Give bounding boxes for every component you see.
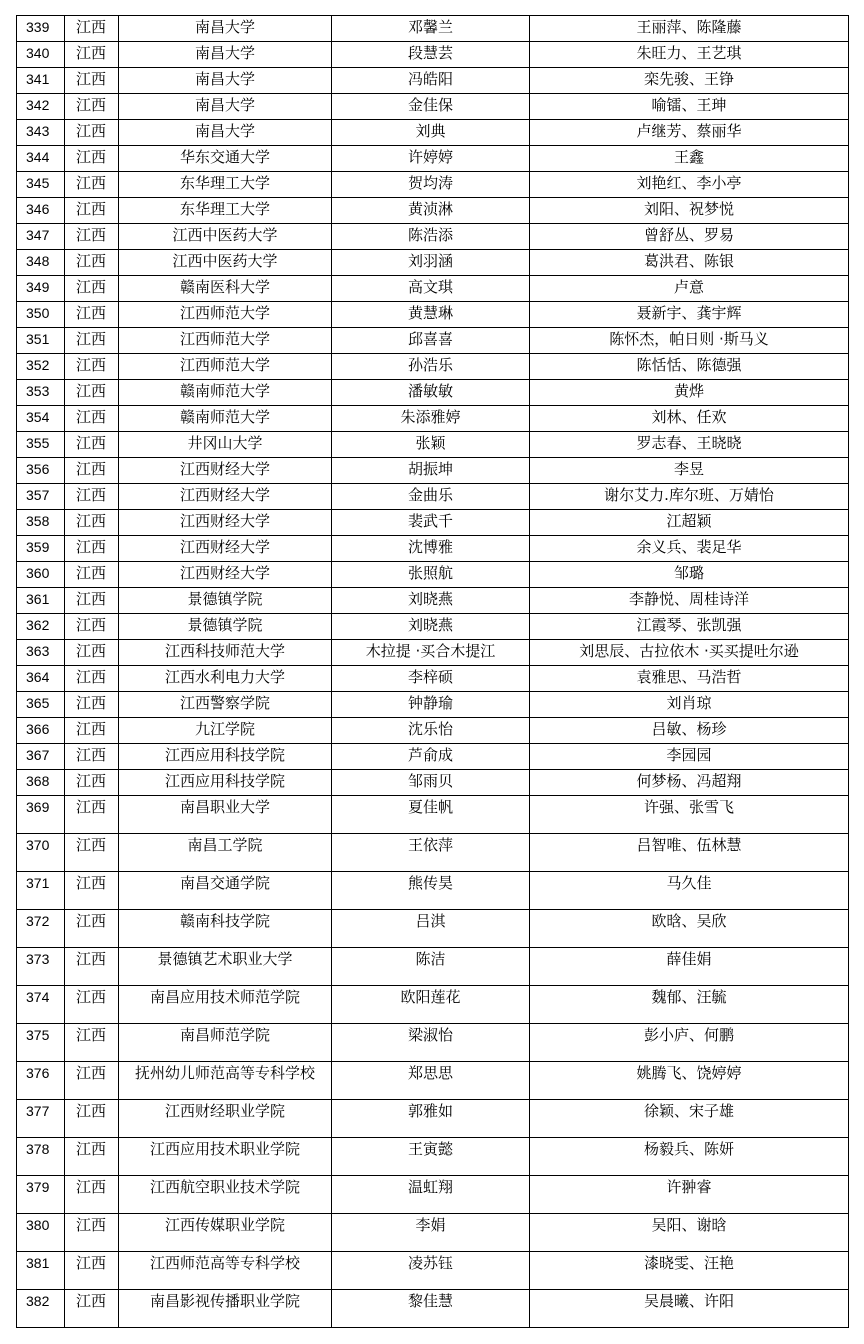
teachers-cell: 徐颖、宋子雄 <box>530 1100 849 1138</box>
province-cell: 江西 <box>65 94 119 120</box>
row-number-cell: 356 <box>17 458 65 484</box>
teachers-cell: 王丽萍、陈隆藤 <box>530 16 849 42</box>
province-cell: 江西 <box>65 198 119 224</box>
row-number-cell: 378 <box>17 1138 65 1176</box>
table-row <box>17 588 849 614</box>
province-cell: 江西 <box>65 68 119 94</box>
teachers-cell: 谢尔艾力.库尔班、万婧怡 <box>530 484 849 510</box>
table-row <box>17 16 849 42</box>
school-cell: 江西科技师范大学 <box>119 640 332 666</box>
school-cell: 江西师范大学 <box>119 354 332 380</box>
school-cell: 江西警察学院 <box>119 692 332 718</box>
school-cell: 南昌大学 <box>119 16 332 42</box>
province-cell: 江西 <box>65 484 119 510</box>
table-row <box>17 1062 849 1100</box>
table-row <box>17 198 849 224</box>
row-number-cell: 377 <box>17 1100 65 1138</box>
school-cell: 南昌大学 <box>119 42 332 68</box>
province-cell: 江西 <box>65 432 119 458</box>
table-row <box>17 380 849 406</box>
student-cell: 陈洁 <box>332 948 530 986</box>
province-cell: 江西 <box>65 948 119 986</box>
teachers-cell: 陈恬恬、陈德强 <box>530 354 849 380</box>
school-cell: 华东交通大学 <box>119 146 332 172</box>
row-number-cell: 350 <box>17 302 65 328</box>
table-row <box>17 458 849 484</box>
teachers-cell: 朱旺力、王艺琪 <box>530 42 849 68</box>
student-cell: 金曲乐 <box>332 484 530 510</box>
school-cell: 江西财经职业学院 <box>119 1100 332 1138</box>
student-cell: 胡振坤 <box>332 458 530 484</box>
teachers-cell: 刘肖琼 <box>530 692 849 718</box>
table-row <box>17 120 849 146</box>
province-cell: 江西 <box>65 1214 119 1252</box>
student-cell: 吕淇 <box>332 910 530 948</box>
teachers-cell: 王鑫 <box>530 146 849 172</box>
row-number-cell: 355 <box>17 432 65 458</box>
row-number-cell: 361 <box>17 588 65 614</box>
teachers-cell: 李园园 <box>530 744 849 770</box>
school-cell: 江西航空职业技术学院 <box>119 1176 332 1214</box>
row-number-cell: 362 <box>17 614 65 640</box>
student-cell: 张颖 <box>332 432 530 458</box>
table-row <box>17 666 849 692</box>
table-row <box>17 796 849 834</box>
table-row <box>17 614 849 640</box>
table-row <box>17 1138 849 1176</box>
school-cell: 南昌工学院 <box>119 834 332 872</box>
province-cell: 江西 <box>65 1176 119 1214</box>
table-row <box>17 834 849 872</box>
teachers-cell: 江超颖 <box>530 510 849 536</box>
row-number-cell: 381 <box>17 1252 65 1290</box>
province-cell: 江西 <box>65 1062 119 1100</box>
province-cell: 江西 <box>65 640 119 666</box>
row-number-cell: 376 <box>17 1062 65 1100</box>
province-cell: 江西 <box>65 406 119 432</box>
province-cell: 江西 <box>65 986 119 1024</box>
teachers-cell: 吴阳、谢晗 <box>530 1214 849 1252</box>
student-cell: 梁淑怡 <box>332 1024 530 1062</box>
table-row <box>17 640 849 666</box>
province-cell: 江西 <box>65 276 119 302</box>
school-cell: 江西师范大学 <box>119 302 332 328</box>
table-row <box>17 1252 849 1290</box>
student-cell: 沈乐怡 <box>332 718 530 744</box>
table-row <box>17 1100 849 1138</box>
teachers-cell: 许翀睿 <box>530 1176 849 1214</box>
table-body <box>17 16 849 1328</box>
teachers-cell: 陈怀杰，帕日则 ·斯马义 <box>530 328 849 354</box>
table-row <box>17 872 849 910</box>
student-cell: 金佳保 <box>332 94 530 120</box>
table-row <box>17 172 849 198</box>
student-cell: 郑思思 <box>332 1062 530 1100</box>
row-number-cell: 345 <box>17 172 65 198</box>
province-cell: 江西 <box>65 458 119 484</box>
teachers-cell: 曾舒丛、罗易 <box>530 224 849 250</box>
school-cell: 景德镇艺术职业大学 <box>119 948 332 986</box>
row-number-cell: 354 <box>17 406 65 432</box>
school-cell: 江西财经大学 <box>119 536 332 562</box>
school-cell: 江西财经大学 <box>119 510 332 536</box>
row-number-cell: 348 <box>17 250 65 276</box>
table-row <box>17 536 849 562</box>
student-cell: 邓馨兰 <box>332 16 530 42</box>
table-row <box>17 1290 849 1328</box>
teachers-cell: 李静悦、周桂诗洋 <box>530 588 849 614</box>
table-row <box>17 692 849 718</box>
school-cell: 东华理工大学 <box>119 172 332 198</box>
row-number-cell: 352 <box>17 354 65 380</box>
teachers-cell: 杨毅兵、陈妍 <box>530 1138 849 1176</box>
teachers-cell: 刘阳、祝梦悦 <box>530 198 849 224</box>
row-number-cell: 360 <box>17 562 65 588</box>
student-cell: 冯皓阳 <box>332 68 530 94</box>
teachers-cell: 罗志春、王晓晓 <box>530 432 849 458</box>
province-cell: 江西 <box>65 588 119 614</box>
student-cell: 裴武千 <box>332 510 530 536</box>
student-cell: 王寅懿 <box>332 1138 530 1176</box>
student-cell: 张照航 <box>332 562 530 588</box>
student-cell: 钟静瑜 <box>332 692 530 718</box>
province-cell: 江西 <box>65 834 119 872</box>
table-row <box>17 224 849 250</box>
award-list-table <box>16 15 849 1328</box>
province-cell: 江西 <box>65 614 119 640</box>
student-cell: 温虹翔 <box>332 1176 530 1214</box>
table-row <box>17 510 849 536</box>
school-cell: 南昌交通学院 <box>119 872 332 910</box>
school-cell: 南昌师范学院 <box>119 1024 332 1062</box>
row-number-cell: 358 <box>17 510 65 536</box>
teachers-cell: 欧晗、吴欣 <box>530 910 849 948</box>
school-cell: 江西传媒职业学院 <box>119 1214 332 1252</box>
school-cell: 江西师范大学 <box>119 328 332 354</box>
teachers-cell: 何梦杨、冯超翔 <box>530 770 849 796</box>
teachers-cell: 聂新宇、龚宇辉 <box>530 302 849 328</box>
row-number-cell: 379 <box>17 1176 65 1214</box>
row-number-cell: 380 <box>17 1214 65 1252</box>
table-row <box>17 276 849 302</box>
teachers-cell: 刘林、任欢 <box>530 406 849 432</box>
province-cell: 江西 <box>65 172 119 198</box>
teachers-cell: 吕智唯、伍林慧 <box>530 834 849 872</box>
teachers-cell: 吴晨曦、许阳 <box>530 1290 849 1328</box>
school-cell: 南昌大学 <box>119 120 332 146</box>
student-cell: 刘晓燕 <box>332 588 530 614</box>
table-row <box>17 1024 849 1062</box>
province-cell: 江西 <box>65 1138 119 1176</box>
province-cell: 江西 <box>65 380 119 406</box>
student-cell: 刘羽涵 <box>332 250 530 276</box>
student-cell: 黄浈淋 <box>332 198 530 224</box>
school-cell: 赣南师范大学 <box>119 380 332 406</box>
student-cell: 刘典 <box>332 120 530 146</box>
row-number-cell: 373 <box>17 948 65 986</box>
teachers-cell: 袁雅思、马浩哲 <box>530 666 849 692</box>
table-row <box>17 432 849 458</box>
row-number-cell: 351 <box>17 328 65 354</box>
student-cell: 刘晓燕 <box>332 614 530 640</box>
student-cell: 贺均涛 <box>332 172 530 198</box>
teachers-cell: 吕敏、杨珍 <box>530 718 849 744</box>
teachers-cell: 魏郁、汪毓 <box>530 986 849 1024</box>
table-row <box>17 328 849 354</box>
student-cell: 木拉提 ·买合木提江 <box>332 640 530 666</box>
student-cell: 孙浩乐 <box>332 354 530 380</box>
row-number-cell: 346 <box>17 198 65 224</box>
province-cell: 江西 <box>65 354 119 380</box>
table-row <box>17 948 849 986</box>
province-cell: 江西 <box>65 328 119 354</box>
row-number-cell: 340 <box>17 42 65 68</box>
row-number-cell: 357 <box>17 484 65 510</box>
school-cell: 九江学院 <box>119 718 332 744</box>
row-number-cell: 382 <box>17 1290 65 1328</box>
school-cell: 江西中医药大学 <box>119 224 332 250</box>
school-cell: 南昌大学 <box>119 68 332 94</box>
school-cell: 赣南科技学院 <box>119 910 332 948</box>
school-cell: 江西财经大学 <box>119 458 332 484</box>
student-cell: 段慧芸 <box>332 42 530 68</box>
school-cell: 江西财经大学 <box>119 484 332 510</box>
school-cell: 井冈山大学 <box>119 432 332 458</box>
teachers-cell: 卢意 <box>530 276 849 302</box>
student-cell: 沈博雅 <box>332 536 530 562</box>
row-number-cell: 347 <box>17 224 65 250</box>
student-cell: 郭雅如 <box>332 1100 530 1138</box>
student-cell: 黎佳慧 <box>332 1290 530 1328</box>
table-row <box>17 484 849 510</box>
student-cell: 朱添雅婷 <box>332 406 530 432</box>
student-cell: 芦俞成 <box>332 744 530 770</box>
teachers-cell: 姚腾飞、饶婷婷 <box>530 1062 849 1100</box>
school-cell: 江西水利电力大学 <box>119 666 332 692</box>
student-cell: 许婷婷 <box>332 146 530 172</box>
teachers-cell: 余义兵、裴足华 <box>530 536 849 562</box>
table-row <box>17 718 849 744</box>
table-row <box>17 562 849 588</box>
school-cell: 江西应用科技学院 <box>119 744 332 770</box>
table-row <box>17 68 849 94</box>
teachers-cell: 栾先骏、王铮 <box>530 68 849 94</box>
teachers-cell: 薛佳娟 <box>530 948 849 986</box>
row-number-cell: 374 <box>17 986 65 1024</box>
teachers-cell: 许强、张雪飞 <box>530 796 849 834</box>
province-cell: 江西 <box>65 1100 119 1138</box>
row-number-cell: 342 <box>17 94 65 120</box>
row-number-cell: 367 <box>17 744 65 770</box>
province-cell: 江西 <box>65 42 119 68</box>
table-row <box>17 42 849 68</box>
table-row <box>17 770 849 796</box>
province-cell: 江西 <box>65 302 119 328</box>
table-row <box>17 406 849 432</box>
school-cell: 南昌影视传播职业学院 <box>119 1290 332 1328</box>
row-number-cell: 343 <box>17 120 65 146</box>
province-cell: 江西 <box>65 16 119 42</box>
table-row <box>17 354 849 380</box>
teachers-cell: 江霞琴、张凯强 <box>530 614 849 640</box>
table-row <box>17 986 849 1024</box>
row-number-cell: 341 <box>17 68 65 94</box>
province-cell: 江西 <box>65 666 119 692</box>
school-cell: 赣南医科大学 <box>119 276 332 302</box>
teachers-cell: 李昱 <box>530 458 849 484</box>
province-cell: 江西 <box>65 562 119 588</box>
teachers-cell: 喻镭、王珅 <box>530 94 849 120</box>
teachers-cell: 刘艳红、李小亭 <box>530 172 849 198</box>
province-cell: 江西 <box>65 224 119 250</box>
row-number-cell: 344 <box>17 146 65 172</box>
teachers-cell: 邹璐 <box>530 562 849 588</box>
student-cell: 熊传昊 <box>332 872 530 910</box>
province-cell: 江西 <box>65 910 119 948</box>
row-number-cell: 339 <box>17 16 65 42</box>
row-number-cell: 359 <box>17 536 65 562</box>
teachers-cell: 黄烨 <box>530 380 849 406</box>
student-cell: 黄慧琳 <box>332 302 530 328</box>
teachers-cell: 马久佳 <box>530 872 849 910</box>
student-cell: 夏佳帆 <box>332 796 530 834</box>
student-cell: 陈浩添 <box>332 224 530 250</box>
school-cell: 南昌职业大学 <box>119 796 332 834</box>
school-cell: 江西应用技术职业学院 <box>119 1138 332 1176</box>
row-number-cell: 371 <box>17 872 65 910</box>
table-row <box>17 94 849 120</box>
school-cell: 赣南师范大学 <box>119 406 332 432</box>
row-number-cell: 370 <box>17 834 65 872</box>
row-number-cell: 368 <box>17 770 65 796</box>
student-cell: 凌苏钰 <box>332 1252 530 1290</box>
student-cell: 欧阳莲花 <box>332 986 530 1024</box>
teachers-cell: 卢继芳、蔡丽华 <box>530 120 849 146</box>
school-cell: 江西师范高等专科学校 <box>119 1252 332 1290</box>
school-cell: 江西中医药大学 <box>119 250 332 276</box>
student-cell: 王依萍 <box>332 834 530 872</box>
school-cell: 江西财经大学 <box>119 562 332 588</box>
school-cell: 江西应用科技学院 <box>119 770 332 796</box>
province-cell: 江西 <box>65 718 119 744</box>
row-number-cell: 364 <box>17 666 65 692</box>
province-cell: 江西 <box>65 510 119 536</box>
row-number-cell: 375 <box>17 1024 65 1062</box>
student-cell: 邱喜喜 <box>332 328 530 354</box>
teachers-cell: 漆晓雯、汪艳 <box>530 1252 849 1290</box>
school-cell: 景德镇学院 <box>119 614 332 640</box>
row-number-cell: 369 <box>17 796 65 834</box>
province-cell: 江西 <box>65 250 119 276</box>
row-number-cell: 366 <box>17 718 65 744</box>
table-row <box>17 302 849 328</box>
row-number-cell: 365 <box>17 692 65 718</box>
school-cell: 景德镇学院 <box>119 588 332 614</box>
student-cell: 李梓硕 <box>332 666 530 692</box>
table-row <box>17 910 849 948</box>
school-cell: 东华理工大学 <box>119 198 332 224</box>
student-cell: 李娟 <box>332 1214 530 1252</box>
teachers-cell: 彭小庐、何鹏 <box>530 1024 849 1062</box>
province-cell: 江西 <box>65 536 119 562</box>
province-cell: 江西 <box>65 770 119 796</box>
student-cell: 高文琪 <box>332 276 530 302</box>
row-number-cell: 372 <box>17 910 65 948</box>
table-row <box>17 1176 849 1214</box>
teachers-cell: 葛洪君、陈银 <box>530 250 849 276</box>
table-row <box>17 146 849 172</box>
table-row <box>17 1214 849 1252</box>
row-number-cell: 349 <box>17 276 65 302</box>
teachers-cell: 刘思辰、古拉依木 ·买买提吐尔逊 <box>530 640 849 666</box>
table-row <box>17 250 849 276</box>
province-cell: 江西 <box>65 1290 119 1328</box>
student-cell: 邹雨贝 <box>332 770 530 796</box>
school-cell: 南昌应用技术师范学院 <box>119 986 332 1024</box>
school-cell: 南昌大学 <box>119 94 332 120</box>
province-cell: 江西 <box>65 1024 119 1062</box>
province-cell: 江西 <box>65 872 119 910</box>
school-cell: 抚州幼儿师范高等专科学校 <box>119 1062 332 1100</box>
row-number-cell: 363 <box>17 640 65 666</box>
province-cell: 江西 <box>65 1252 119 1290</box>
province-cell: 江西 <box>65 796 119 834</box>
province-cell: 江西 <box>65 120 119 146</box>
province-cell: 江西 <box>65 692 119 718</box>
student-cell: 潘敏敏 <box>332 380 530 406</box>
province-cell: 江西 <box>65 744 119 770</box>
table-row <box>17 744 849 770</box>
province-cell: 江西 <box>65 146 119 172</box>
row-number-cell: 353 <box>17 380 65 406</box>
